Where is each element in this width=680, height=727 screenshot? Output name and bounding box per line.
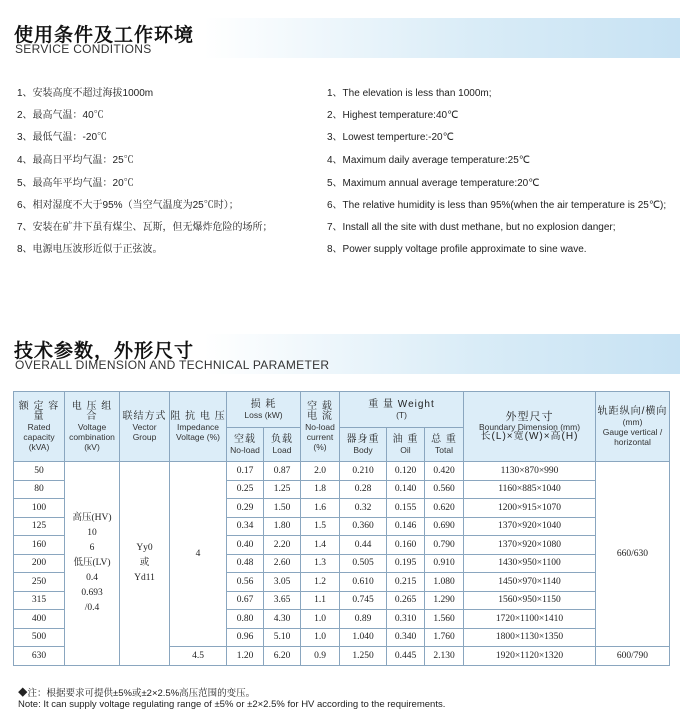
header-weight: [340, 392, 464, 428]
cell-voltage-combination: [65, 462, 120, 666]
condition-cn-item: 4、最高日平均气温：25℃: [17, 155, 134, 166]
cell-noload-loss: 0.34: [227, 517, 264, 536]
header-load: [264, 428, 301, 462]
header-noload-en: No-load: [230, 444, 260, 455]
cell-total-weight: 0.420: [425, 462, 464, 481]
condition-en-item: 5、Maximum annual average temperature:20℃: [327, 178, 540, 189]
section-header-parameters: [0, 334, 680, 374]
cell-oil-weight: 0.155: [387, 499, 425, 518]
voltage-line: 0.693: [81, 587, 103, 598]
cell-capacity: 500: [14, 628, 65, 647]
condition-cn-item: 1、安装高度不超过海拔1000m: [17, 88, 154, 99]
cell-dimension: 1370×920×1080: [464, 536, 596, 555]
cell-body-weight: 0.610: [340, 573, 387, 592]
cell-total-weight: 1.080: [425, 573, 464, 592]
cell-noload-current: 1.0: [301, 610, 340, 629]
cell-capacity: 160: [14, 536, 65, 555]
header-capacity-en: Rated capacity (kVA): [23, 421, 55, 452]
header-load-cn: 负载: [271, 433, 293, 445]
cell-capacity: 80: [14, 480, 65, 499]
header-current-cn: 空 载 电 流: [307, 400, 333, 422]
header-load-en: Load: [272, 444, 292, 455]
cell-capacity: 400: [14, 610, 65, 629]
cell-vector-group: [120, 462, 170, 666]
cell-noload-loss: 0.80: [227, 610, 264, 629]
cell-capacity: 100: [14, 499, 65, 518]
cell-dimension: 1130×870×990: [464, 462, 596, 481]
condition-en-item: 7、Install all the site with dust methane, but no explosion danger;: [327, 222, 616, 233]
header-impedance: [170, 392, 227, 462]
cell-load-loss: 2.60: [264, 554, 301, 573]
cell-noload-current: 1.2: [301, 573, 340, 592]
cell-noload-loss: 1.20: [227, 647, 264, 666]
cell-dimension: 1370×920×1040: [464, 517, 596, 536]
cell-noload-current: 1.0: [301, 628, 340, 647]
header-body-cn: 器身重: [346, 433, 380, 445]
cell-body-weight: 0.505: [340, 554, 387, 573]
header-body-en: Body: [353, 444, 373, 455]
group-line: Yy0: [136, 542, 153, 553]
section-title-cn: 使用条件及工作环境: [14, 24, 195, 46]
cell-noload-current: 1.4: [301, 536, 340, 555]
header-current: [301, 392, 340, 462]
cell-capacity: 200: [14, 554, 65, 573]
cell-load-loss: 0.87: [264, 462, 301, 481]
cell-load-loss: 2.20: [264, 536, 301, 555]
header-impedance-en: Impedance Voltage (%): [176, 421, 220, 442]
cell-total-weight: 2.130: [425, 647, 464, 666]
cell-impedance: 4.5: [170, 647, 227, 666]
voltage-line: 高压(HV): [72, 512, 112, 523]
cell-noload-current: 1.1: [301, 591, 340, 610]
cell-noload-loss: 0.56: [227, 573, 264, 592]
header-noload: [227, 428, 264, 462]
cell-dimension: 1160×885×1040: [464, 480, 596, 499]
cell-body-weight: 0.89: [340, 610, 387, 629]
header-voltage: [65, 392, 120, 462]
cell-capacity: 125: [14, 517, 65, 536]
header-gauge-cn: 轨距纵向/横向: [597, 405, 668, 417]
section-title-en: SERVICE CONDITIONS: [15, 42, 152, 56]
header-dimension-cn: 外型尺寸: [505, 410, 554, 423]
cell-total-weight: 1.760: [425, 628, 464, 647]
condition-en-item: 3、Lowest temperture:-20℃: [327, 132, 454, 143]
cell-noload-loss: 0.29: [227, 499, 264, 518]
condition-cn-item: 2、最高气温：40℃: [17, 110, 104, 121]
cell-capacity: 50: [14, 462, 65, 481]
cell-load-loss: 3.05: [264, 573, 301, 592]
cell-dimension: 1430×950×1100: [464, 554, 596, 573]
condition-en-item: 8、Power supply voltage profile approximate to sine wave.: [327, 244, 587, 255]
header-group-cn: 联结方式: [122, 410, 167, 422]
note-cn: ◆注：根据要求可提供±5%或±2×2.5%高压范围的变压。: [18, 688, 256, 699]
condition-cn-item: 5、最高年平均气温：20℃: [17, 178, 134, 189]
cell-total-weight: 0.560: [425, 480, 464, 499]
cell-total-weight: 0.910: [425, 554, 464, 573]
cell-body-weight: 0.360: [340, 517, 387, 536]
cell-total-weight: 0.690: [425, 517, 464, 536]
cell-noload-loss: 0.25: [227, 480, 264, 499]
voltage-line: 0.4: [86, 572, 98, 583]
group-line: 或: [139, 557, 150, 568]
cell-dimension: 1920×1120×1320: [464, 647, 596, 666]
header-impedance-cn: 阻 抗 电 压: [170, 410, 226, 422]
group-line: Yd11: [134, 572, 155, 583]
header-dimension-sub: 长(L)×宽(W)×高(H): [480, 430, 579, 442]
cell-oil-weight: 0.120: [387, 462, 425, 481]
cell-load-loss: 3.65: [264, 591, 301, 610]
cell-load-loss: 1.80: [264, 517, 301, 536]
cell-total-weight: 0.790: [425, 536, 464, 555]
header-body: [340, 428, 387, 462]
header-oil: [387, 428, 425, 462]
cell-oil-weight: 0.445: [387, 647, 425, 666]
header-oil-cn: 油 重: [392, 433, 419, 445]
cell-oil-weight: 0.160: [387, 536, 425, 555]
cell-noload-loss: 0.67: [227, 591, 264, 610]
cell-body-weight: 1.040: [340, 628, 387, 647]
cell-oil-weight: 0.146: [387, 517, 425, 536]
cell-noload-loss: 0.17: [227, 462, 264, 481]
voltage-line: /0.4: [84, 602, 100, 613]
cell-capacity: 250: [14, 573, 65, 592]
header-total-en: Total: [435, 444, 453, 455]
cell-dimension: 1450×970×1140: [464, 573, 596, 592]
cell-noload-loss: 0.96: [227, 628, 264, 647]
header-gauge-en: Gauge vertical / horizontal: [602, 426, 663, 447]
cell-noload-current: 1.6: [301, 499, 340, 518]
condition-en-item: 2、Highest temperature:40℃: [327, 110, 459, 121]
cell-total-weight: 0.620: [425, 499, 464, 518]
condition-cn-item: 8、电源电压波形近似于正弦波。: [17, 244, 163, 255]
voltage-line: 低压(LV): [73, 557, 111, 568]
cell-body-weight: 0.210: [340, 462, 387, 481]
header-total-cn: 总 重: [431, 433, 457, 445]
cell-load-loss: 5.10: [264, 628, 301, 647]
cell-oil-weight: 0.140: [387, 480, 425, 499]
header-gauge-unit: (mm): [622, 416, 643, 427]
cell-gauge: 660/630: [596, 462, 670, 647]
cell-noload-current: 0.9: [301, 647, 340, 666]
header-dimension: [464, 392, 596, 462]
header-total: [425, 428, 464, 462]
cell-load-loss: 1.25: [264, 480, 301, 499]
header-voltage-en: Voltage combination (kV): [69, 421, 115, 452]
cell-noload-current: 1.8: [301, 480, 340, 499]
condition-cn-item: 3、最低气温：-20℃: [17, 132, 108, 143]
header-capacity-cn: 额 定 容 量: [18, 400, 60, 422]
header-dimension-en: Boundary Dimension (mm): [478, 421, 581, 432]
cell-body-weight: 0.32: [340, 499, 387, 518]
cell-oil-weight: 0.310: [387, 610, 425, 629]
header-weight-cn: 重 量 Weight: [368, 398, 435, 410]
cell-body-weight: 1.250: [340, 647, 387, 666]
cell-noload-current: 2.0: [301, 462, 340, 481]
section-title-cn: 技术参数，外形尺寸: [14, 340, 195, 362]
header-loss-en: Loss (kW): [244, 409, 283, 420]
header-capacity: [14, 392, 65, 462]
cell-oil-weight: 0.195: [387, 554, 425, 573]
cell-dimension: 1720×1100×1410: [464, 610, 596, 629]
header-noload-cn: 空载: [234, 433, 256, 445]
header-loss: [227, 392, 301, 428]
cell-gauge: 600/790: [596, 647, 670, 666]
cell-load-loss: 4.30: [264, 610, 301, 629]
header-group-en: Vector Group: [132, 421, 157, 442]
condition-cn-item: 6、相对湿度不大于95%（当空气温度为25℃时）；: [17, 200, 239, 211]
cell-dimension: 1560×950×1150: [464, 591, 596, 610]
condition-en-item: 6、The relative humidity is less than 95%(when the air temperature is 25℃);: [327, 200, 667, 211]
cell-dimension: 1800×1130×1350: [464, 628, 596, 647]
section-title-en: OVERALL DIMENSION AND TECHNICAL PARAMETER: [15, 358, 330, 372]
cell-oil-weight: 0.265: [387, 591, 425, 610]
cell-noload-current: 1.3: [301, 554, 340, 573]
header-weight-en: (T): [396, 409, 407, 420]
cell-load-loss: 6.20: [264, 647, 301, 666]
cell-total-weight: 1.290: [425, 591, 464, 610]
header-current-en: No-load current (%): [305, 421, 335, 452]
cell-load-loss: 1.50: [264, 499, 301, 518]
cell-dimension: 1200×915×1070: [464, 499, 596, 518]
voltage-line: 10: [87, 527, 97, 538]
table-row: [14, 462, 670, 481]
section-header-service: [0, 18, 680, 58]
cell-total-weight: 1.560: [425, 610, 464, 629]
header-loss-cn: 损 耗: [250, 398, 277, 410]
cell-noload-loss: 0.40: [227, 536, 264, 555]
condition-en-item: 1、The elevation is less than 1000m;: [327, 88, 492, 99]
cell-noload-loss: 0.48: [227, 554, 264, 573]
cell-capacity: 315: [14, 591, 65, 610]
cell-impedance: 4: [170, 462, 227, 647]
spec-table: [13, 391, 670, 666]
cell-oil-weight: 0.340: [387, 628, 425, 647]
condition-en-item: 4、Maximum daily average temperature:25℃: [327, 155, 530, 166]
note-en: Note: It can supply voltage regulating range of ±5% or ±2×2.5% for HV according to the requirements.: [18, 699, 446, 710]
header-oil-en: Oil: [400, 444, 411, 455]
cell-body-weight: 0.28: [340, 480, 387, 499]
condition-cn-item: 7、安装在矿井下虽有煤尘、瓦斯，但无爆炸危险的场所；: [17, 222, 273, 233]
cell-noload-current: 1.5: [301, 517, 340, 536]
header-group: [120, 392, 170, 462]
voltage-line: 6: [89, 542, 95, 553]
cell-body-weight: 0.745: [340, 591, 387, 610]
cell-body-weight: 0.44: [340, 536, 387, 555]
cell-capacity: 630: [14, 647, 65, 666]
cell-oil-weight: 0.215: [387, 573, 425, 592]
header-voltage-cn: 电 压 组 合: [71, 400, 113, 422]
header-gauge: [596, 392, 670, 462]
